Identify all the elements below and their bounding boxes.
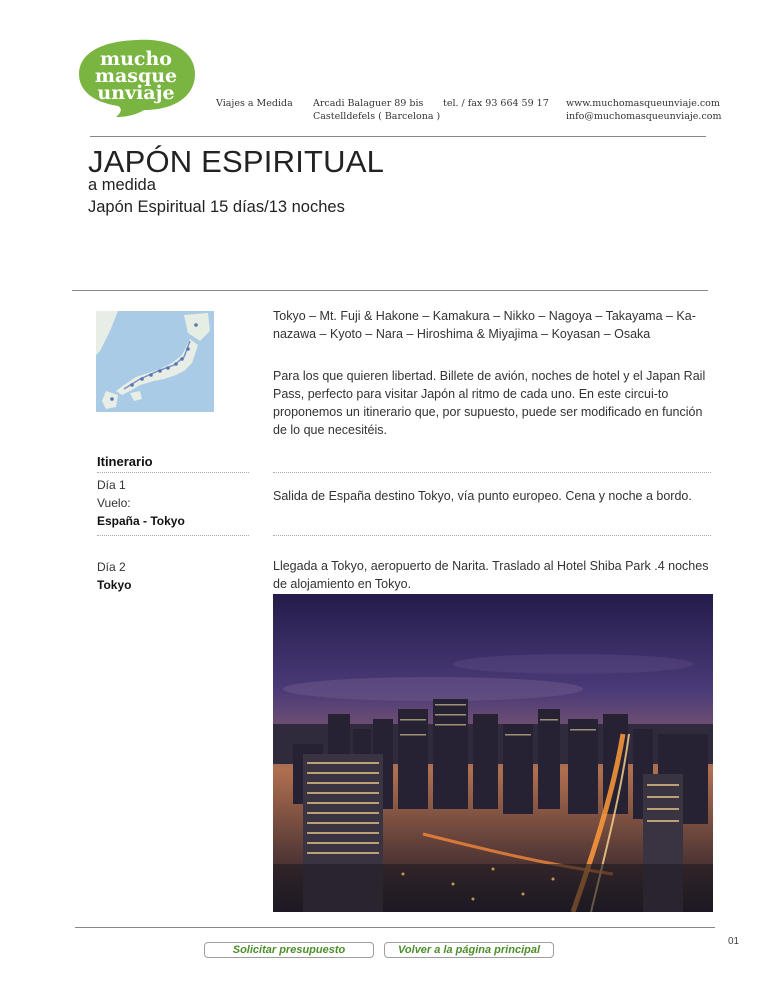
itinerary-divider bbox=[273, 472, 711, 473]
header-divider bbox=[90, 136, 706, 137]
day-2-number: Día 2 bbox=[97, 560, 126, 574]
japan-map bbox=[96, 311, 214, 412]
header-address-line2: Castelldefels ( Barcelona ) bbox=[313, 111, 441, 122]
brand-logo[interactable] bbox=[78, 38, 196, 118]
logo-line-1: mucho bbox=[100, 48, 172, 70]
trip-intro: Para los que quieren libertad. Billete de avión, noches de hotel y el Japan Rail Pass, perfecto para visitar Japón al ritmo de cada uno. En este circui-to proponemos un itinerario que, por supuesto, puede ser modificado en función de lo que necesitéis. bbox=[273, 369, 706, 437]
logo-line-2: masque bbox=[94, 65, 178, 87]
logo-line-3: unviaje bbox=[97, 82, 175, 104]
header-tagline: Viajes a Medida bbox=[216, 98, 293, 109]
page-number: 01 bbox=[728, 936, 740, 947]
trip-title: JAPÓN ESPIRITUAL bbox=[88, 144, 385, 179]
day-1-type: Vuelo: bbox=[97, 496, 131, 510]
day-1-label bbox=[97, 476, 185, 530]
day-1-place: España - Tokyo bbox=[97, 514, 185, 528]
day-2-description: Llegada a Tokyo, aeropuerto de Narita. Traslado al Hotel Shiba Park .4 noches de alojamiento en Tokyo. bbox=[273, 559, 709, 591]
footer-divider bbox=[75, 927, 715, 928]
trip-duration: Japón Espiritual 15 días/13 noches bbox=[88, 198, 345, 216]
quote-button[interactable]: Solicitar presupuesto bbox=[204, 942, 374, 958]
header-phone: tel. / fax 93 664 59 17 bbox=[443, 98, 549, 109]
day-1-description: Salida de España destino Tokyo, vía punto europeo. Cena y noche a bordo. bbox=[273, 489, 692, 503]
header-email-link[interactable]: info@muchomasqueunviaje.com bbox=[566, 111, 722, 122]
day-divider bbox=[273, 535, 711, 536]
itinerary-heading: Itinerario bbox=[97, 454, 153, 469]
itinerary-divider bbox=[97, 472, 249, 473]
trip-subtitle: a medida bbox=[88, 176, 156, 194]
day-2-label bbox=[97, 558, 131, 594]
header-contact bbox=[566, 97, 722, 123]
header-address-line1: Arcadi Balaguer 89 bis bbox=[313, 98, 424, 109]
header-address bbox=[313, 97, 440, 123]
day-2-place: Tokyo bbox=[97, 578, 132, 592]
trip-route: Tokyo – Mt. Fuji & Hakone – Kamakura – Nikko – Nagoya – Takayama – Ka-nazawa – Kyoto – Nara – Hiroshima & Miyajima – Koyasan – Osaka bbox=[273, 309, 696, 341]
day-1-number: Día 1 bbox=[97, 478, 126, 492]
header-web-link[interactable]: www.muchomasqueunviaje.com bbox=[566, 98, 720, 109]
tokyo-night-photo bbox=[273, 594, 713, 912]
section-divider bbox=[72, 290, 708, 291]
home-button[interactable]: Volver a la página principal bbox=[384, 942, 554, 958]
day-divider bbox=[97, 535, 249, 536]
